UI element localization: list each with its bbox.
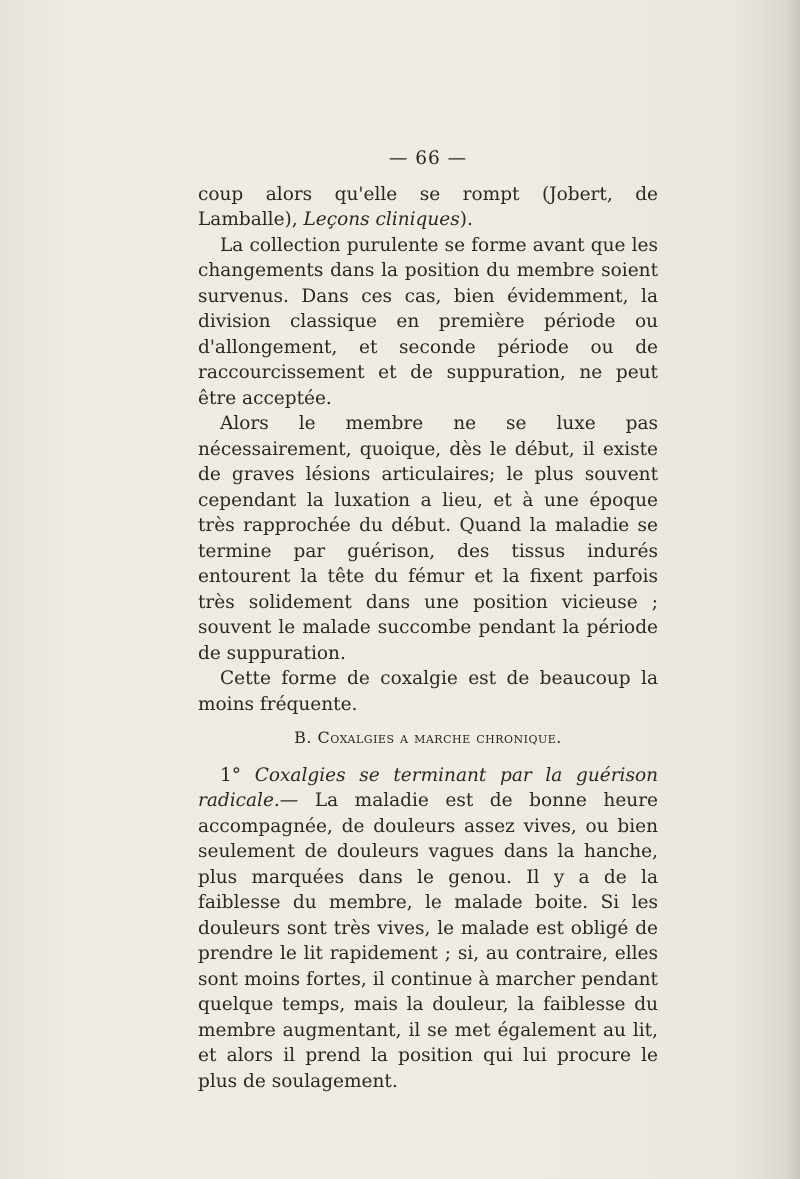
paragraph-1-text: coup alors qu'elle se rompt (Jobert, de Lamballe), (198, 183, 658, 230)
section-heading (198, 725, 658, 751)
work-title: Leçons cliniques (303, 209, 460, 230)
subsection-paragraph (198, 763, 658, 1095)
page-edge-shadow (786, 0, 800, 1179)
paragraph-4: Cette forme de coxalgie est de beaucoup la moins fréquente. (198, 668, 658, 715)
subsection-title: Coxalgies se terminant par la guérison radicale.— (198, 764, 658, 811)
paragraph-2: La collection purulente se forme avant que les changements dans la position du membre soient survenus. Dans ces cas, bien évidemment, la division classique en première période ou d'allongement, et seconde période ou de raccourcissement et de suppuration, ne peut être acceptée. (198, 234, 658, 409)
page-number: — 66 — (388, 148, 468, 169)
paragraph-1-end: ). (459, 209, 473, 230)
paragraph-3: Alors le membre ne se luxe pas nécessairement, quoique, dès le début, il existe de graves lésions articulaires; le plus souvent cependant la luxation a lieu, et à une époque très rapprochée du début. Quand la maladie se termine par guérison, des tissus indurés entourent la tête du fémur et la fixent parfois très solidement dans une position vicieuse ; souvent le malade succombe pendant la période de suppuration. (198, 413, 658, 664)
section-heading-text: B. Coxalgies a marche chronique. (294, 728, 562, 747)
subsection-body: La maladie est de bonne heure accompagnée, de douleurs assez vives, ou bien seulement de douleurs vagues dans la hanche, plus marquées dans le genou. Il y a de la faiblesse du membre, le malade boite. Si les douleurs sont très vives, le malade est obligé de prendre le lit rapidement ; si, au contraire, elles sont moins fortes, il continue à marcher pendant quelque temps, mais la douleur, la faiblesse du membre augmentant, il se met également au lit, et alors il prend la position qui lui procure le plus de soulagement. (198, 790, 658, 1092)
page-text-block (198, 146, 658, 1094)
subsection-number: 1° (220, 764, 242, 786)
paragraph-continuation (198, 182, 658, 233)
